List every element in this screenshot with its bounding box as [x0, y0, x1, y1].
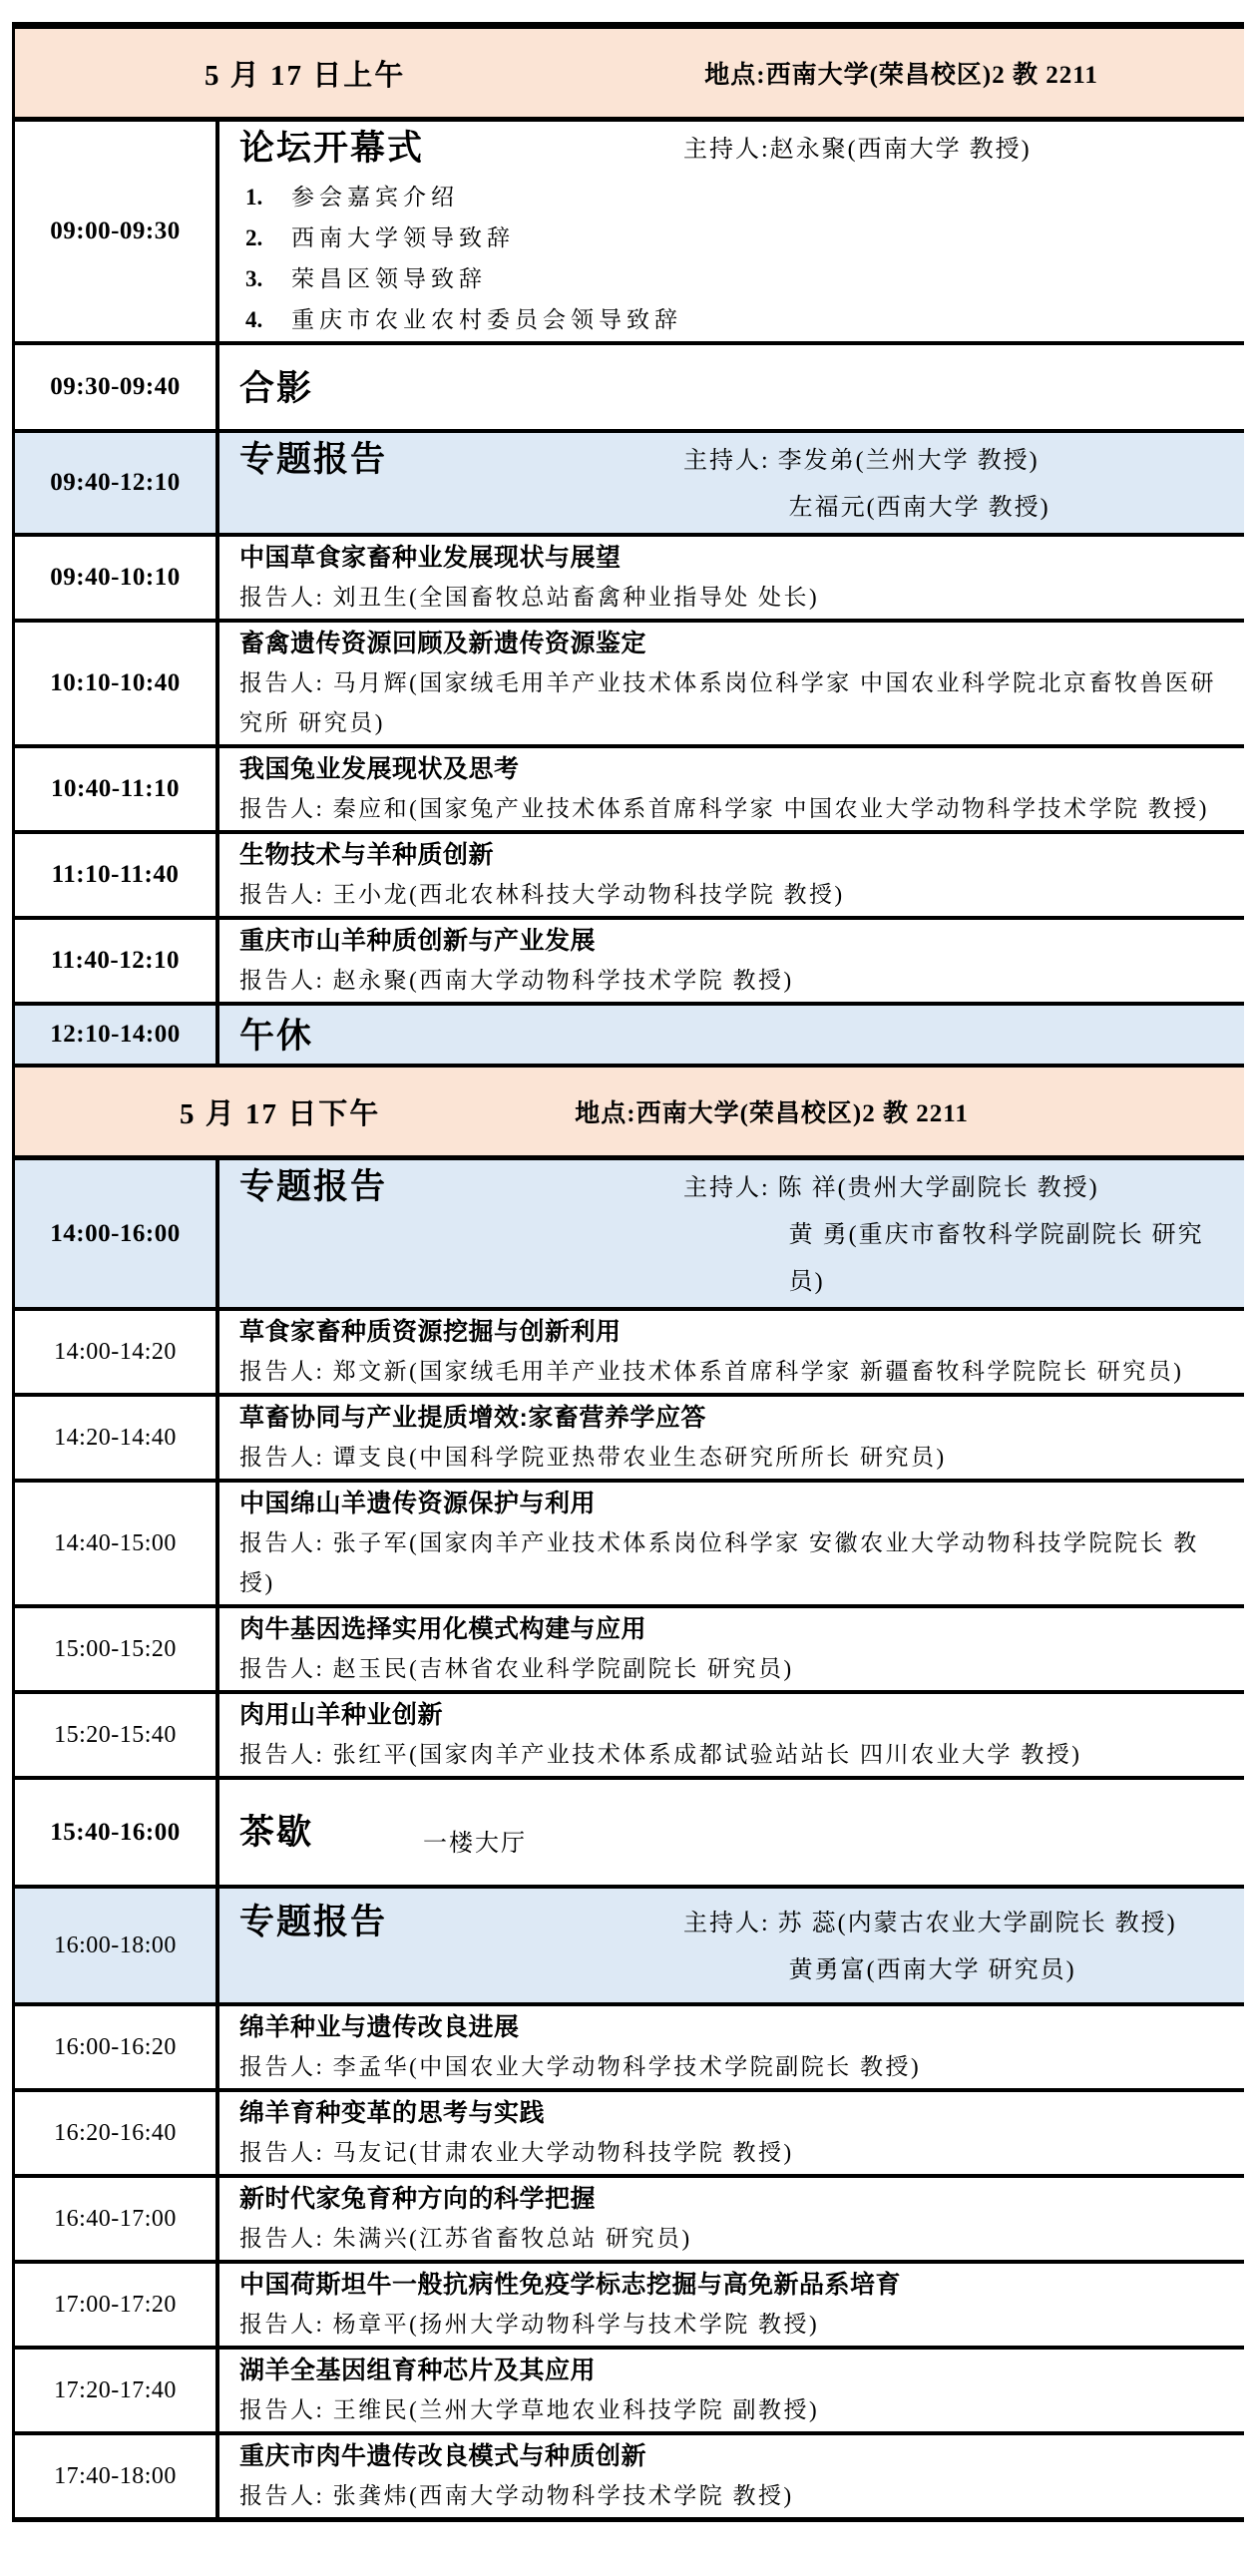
session-title: 专题报告: [239, 440, 388, 479]
row-content: [219, 1694, 1244, 1776]
row-content: [219, 1311, 1244, 1393]
schedule-row-opening: [15, 122, 1244, 345]
session-title: 专题报告: [239, 1903, 388, 1941]
time-cell: 17:00-17:20: [15, 2264, 219, 2346]
schedule-row-talk: [15, 2435, 1244, 2522]
schedule-row-talk: [15, 2178, 1244, 2264]
talk-speaker: 报告人: 马友记(甘肃农业大学动物科技学院 教授): [239, 2140, 794, 2165]
time-cell: 12:10-14:00: [15, 1006, 219, 1064]
time-cell: 16:00-18:00: [15, 1889, 219, 2002]
talk-speaker: 报告人: 秦应和(国家兔产业技术体系首席科学家 中国农业大学动物科学技术学院 教授): [239, 796, 1209, 821]
talk-speaker: 报告人: 张红平(国家肉羊产业技术体系成都试验站站长 四川农业大学 教授): [239, 1742, 1082, 1767]
talk-title: 重庆市山羊种质创新与产业发展: [239, 927, 597, 955]
schedule-row-talk: [15, 748, 1244, 834]
list-item-number: 1.: [245, 185, 263, 210]
host-line: 主持人: 陈 祥(贵州大学副院长 教授): [683, 1175, 1099, 1201]
talk-speaker: 报告人: 马月辉(国家绒毛用羊产业技术体系岗位科学家 中国农业科学院北京畜牧兽医研究所 研究员): [239, 670, 1217, 735]
schedule-row-talk: [15, 834, 1244, 920]
talk-title: 新时代家兔育种方向的科学把握: [239, 2185, 597, 2213]
talk-speaker: 报告人: 李孟华(中国农业大学动物科学技术学院副院长 教授): [239, 2054, 922, 2079]
row-content: [219, 537, 1244, 619]
talk-title: 湖羊全基因组育种芯片及其应用: [239, 2357, 597, 2384]
row-content: [219, 2006, 1244, 2088]
row-content: [219, 1006, 1244, 1064]
row-head: [239, 1161, 1230, 1306]
host-line: 主持人: 苏 蕊(内蒙古农业大学副院长 教授): [683, 1911, 1177, 1936]
time-cell: 16:40-17:00: [15, 2178, 219, 2260]
schedule-row-talk: [15, 2264, 1244, 2350]
row-content: [219, 1889, 1244, 2002]
list-item: [239, 217, 1230, 258]
talk-title: 肉牛基因选择实用化模式构建与应用: [239, 1615, 647, 1643]
list-item: [239, 177, 1230, 217]
talk-title: 生物技术与羊种质创新: [239, 841, 495, 869]
time-cell: 09:40-12:10: [15, 433, 219, 533]
session-header-afternoon: [15, 1068, 1244, 1160]
time-cell: 09:40-10:10: [15, 537, 219, 619]
row-title: 合影: [239, 369, 314, 409]
row-head: [239, 434, 1230, 532]
talk-speaker: 报告人: 刘丑生(全国畜牧总站畜禽种业指导处 处长): [239, 585, 820, 610]
talk-speaker: 报告人: 朱满兴(江苏省畜牧总站 研究员): [239, 2226, 692, 2251]
row-content: [219, 2178, 1244, 2260]
row-content: [219, 623, 1244, 744]
host-line: 主持人: 李发弟(兰州大学 教授): [683, 448, 1040, 474]
schedule-row-talk: [15, 1608, 1244, 1694]
session-location: 地点:西南大学(荣昌校区)2 教 2211: [704, 62, 1098, 89]
talk-title: 中国荷斯坦牛一般抗病性免疫学标志挖掘与高免新品系培育: [239, 2271, 902, 2299]
time-cell: 15:20-15:40: [15, 1694, 219, 1776]
schedule-row-talk: [15, 537, 1244, 623]
row-content: [219, 2435, 1244, 2517]
row-content: [219, 1397, 1244, 1479]
time-cell: 11:10-11:40: [15, 834, 219, 916]
time-cell: 16:20-16:40: [15, 2092, 219, 2174]
schedule-row-talk: [15, 920, 1244, 1006]
row-content: [219, 1780, 1244, 1885]
list-item-text: 荣昌区领导致辞: [291, 266, 487, 291]
row-content: [219, 2350, 1244, 2431]
host-line: 黄 勇(重庆市畜牧科学院副院长 研究员): [788, 1222, 1204, 1295]
schedule-row-tea: [15, 1780, 1244, 1889]
hosts-block: [683, 434, 1230, 532]
row-content: [219, 433, 1244, 533]
row-title: 午休: [239, 1017, 314, 1057]
tea-location-note: 一楼大厅: [423, 1831, 528, 1857]
time-cell: 14:00-16:00: [15, 1160, 219, 1307]
row-content: [219, 2092, 1244, 2174]
talk-title: 畜禽遗传资源回顾及新遗传资源鉴定: [239, 630, 647, 657]
list-item-number: 3.: [245, 266, 263, 291]
time-cell: 10:10-10:40: [15, 623, 219, 744]
talk-title: 草畜协同与产业提质增效:家畜营养学应答: [239, 1404, 706, 1432]
talk-title: 肉用山羊种业创新: [239, 1701, 444, 1729]
list-item-number: 4.: [245, 307, 263, 332]
time-cell: 09:00-09:30: [15, 122, 219, 341]
row-content: [219, 748, 1244, 830]
session-header-morning: [15, 29, 1244, 122]
row-head: [239, 1897, 1230, 1994]
talk-title: 中国绵山羊遗传资源保护与利用: [239, 1490, 597, 1517]
row-content: [219, 834, 1244, 916]
row-content: [219, 1483, 1244, 1604]
host-line: 黄勇富(西南大学 研究员): [788, 1957, 1076, 1983]
schedule-row-talk: [15, 2006, 1244, 2092]
list-item-text: 参会嘉宾介绍: [291, 185, 459, 210]
schedule-row-session: [15, 1160, 1244, 1311]
row-content: [219, 920, 1244, 1002]
row-head: [239, 123, 1230, 174]
talk-speaker: 报告人: 杨章平(扬州大学动物科学与技术学院 教授): [239, 2312, 820, 2337]
time-cell: 15:40-16:00: [15, 1780, 219, 1885]
talk-speaker: 报告人: 张子军(国家肉羊产业技术体系岗位科学家 安徽农业大学动物科技学院院长 教授): [239, 1530, 1199, 1595]
session-location: 地点:西南大学(荣昌校区)2 教 2211: [575, 1100, 969, 1127]
talk-speaker: 报告人: 赵玉民(吉林省农业科学院副院长 研究员): [239, 1656, 794, 1681]
host-line: 主持人:赵永聚(西南大学 教授): [683, 137, 1032, 163]
time-cell: 14:00-14:20: [15, 1311, 219, 1393]
schedule-row-talk: [15, 1483, 1244, 1608]
talk-speaker: 报告人: 郑文新(国家绒毛用羊产业技术体系首席科学家 新疆畜牧科学院院长 研究员): [239, 1359, 1184, 1384]
row-content: [219, 122, 1244, 341]
time-cell: 16:00-16:20: [15, 2006, 219, 2088]
talk-speaker: 报告人: 张龚炜(西南大学动物科学技术学院 教授): [239, 2483, 794, 2508]
hosts-block: [683, 1897, 1230, 1994]
time-cell: 10:40-11:10: [15, 748, 219, 830]
talk-title: 草食家畜种质资源挖掘与创新利用: [239, 1318, 622, 1346]
row-head: [239, 1807, 1230, 1858]
schedule-row-talk: [15, 1694, 1244, 1780]
row-content: [219, 345, 1244, 429]
talk-title: 我国兔业发展现状及思考: [239, 755, 520, 783]
schedule-row-photo: [15, 345, 1244, 433]
schedule-row-session: [15, 1889, 1244, 2006]
talk-title: 绵羊种业与遗传改良进展: [239, 2013, 520, 2041]
session-title: 专题报告: [239, 1167, 388, 1206]
talk-title: 中国草食家畜种业发展现状与展望: [239, 544, 622, 572]
time-cell: 17:20-17:40: [15, 2350, 219, 2431]
session-date: 5 月 17 日下午: [180, 1097, 381, 1130]
row-content: [219, 1160, 1244, 1307]
list-item-text: 重庆市农业农村委员会领导致辞: [291, 307, 682, 332]
list-item: [239, 299, 1230, 340]
agenda-table: [12, 22, 1244, 2522]
schedule-row-session: [15, 433, 1244, 537]
schedule-row-talk: [15, 623, 1244, 748]
schedule-row-talk: [15, 1397, 1244, 1483]
time-cell: 14:20-14:40: [15, 1397, 219, 1479]
session-date: 5 月 17 日上午: [205, 59, 406, 92]
talk-speaker: 报告人: 王小龙(西北农林科技大学动物科技学院 教授): [239, 882, 845, 907]
time-cell: 09:30-09:40: [15, 345, 219, 429]
row-content: [219, 2264, 1244, 2346]
row-title: 茶歇: [239, 1813, 314, 1852]
time-cell: 14:40-15:00: [15, 1483, 219, 1604]
talk-speaker: 报告人: 谭支良(中国科学院亚热带农业生态研究所所长 研究员): [239, 1445, 947, 1470]
talk-speaker: 报告人: 赵永聚(西南大学动物科学技术学院 教授): [239, 968, 794, 993]
list-item-number: 2.: [245, 225, 263, 250]
time-cell: 17:40-18:00: [15, 2435, 219, 2517]
opening-agenda-list: [239, 177, 1230, 340]
time-cell: 11:40-12:10: [15, 920, 219, 1002]
time-cell: 15:00-15:20: [15, 1608, 219, 1690]
row-content: [219, 1608, 1244, 1690]
schedule-row-lunch: [15, 1006, 1244, 1068]
opening-title: 论坛开幕式: [239, 129, 425, 168]
host-line: 左福元(西南大学 教授): [788, 495, 1050, 521]
list-item: [239, 258, 1230, 299]
schedule-row-talk: [15, 2350, 1244, 2435]
hosts-block: [683, 1161, 1230, 1306]
talk-title: 绵羊育种变革的思考与实践: [239, 2099, 546, 2127]
hosts-block: [683, 123, 1230, 174]
talk-title: 重庆市肉牛遗传改良模式与种质创新: [239, 2442, 647, 2470]
talk-speaker: 报告人: 王维民(兰州大学草地农业科技学院 副教授): [239, 2397, 820, 2422]
list-item-text: 西南大学领导致辞: [291, 225, 515, 250]
schedule-row-talk: [15, 2092, 1244, 2178]
schedule-row-talk: [15, 1311, 1244, 1397]
